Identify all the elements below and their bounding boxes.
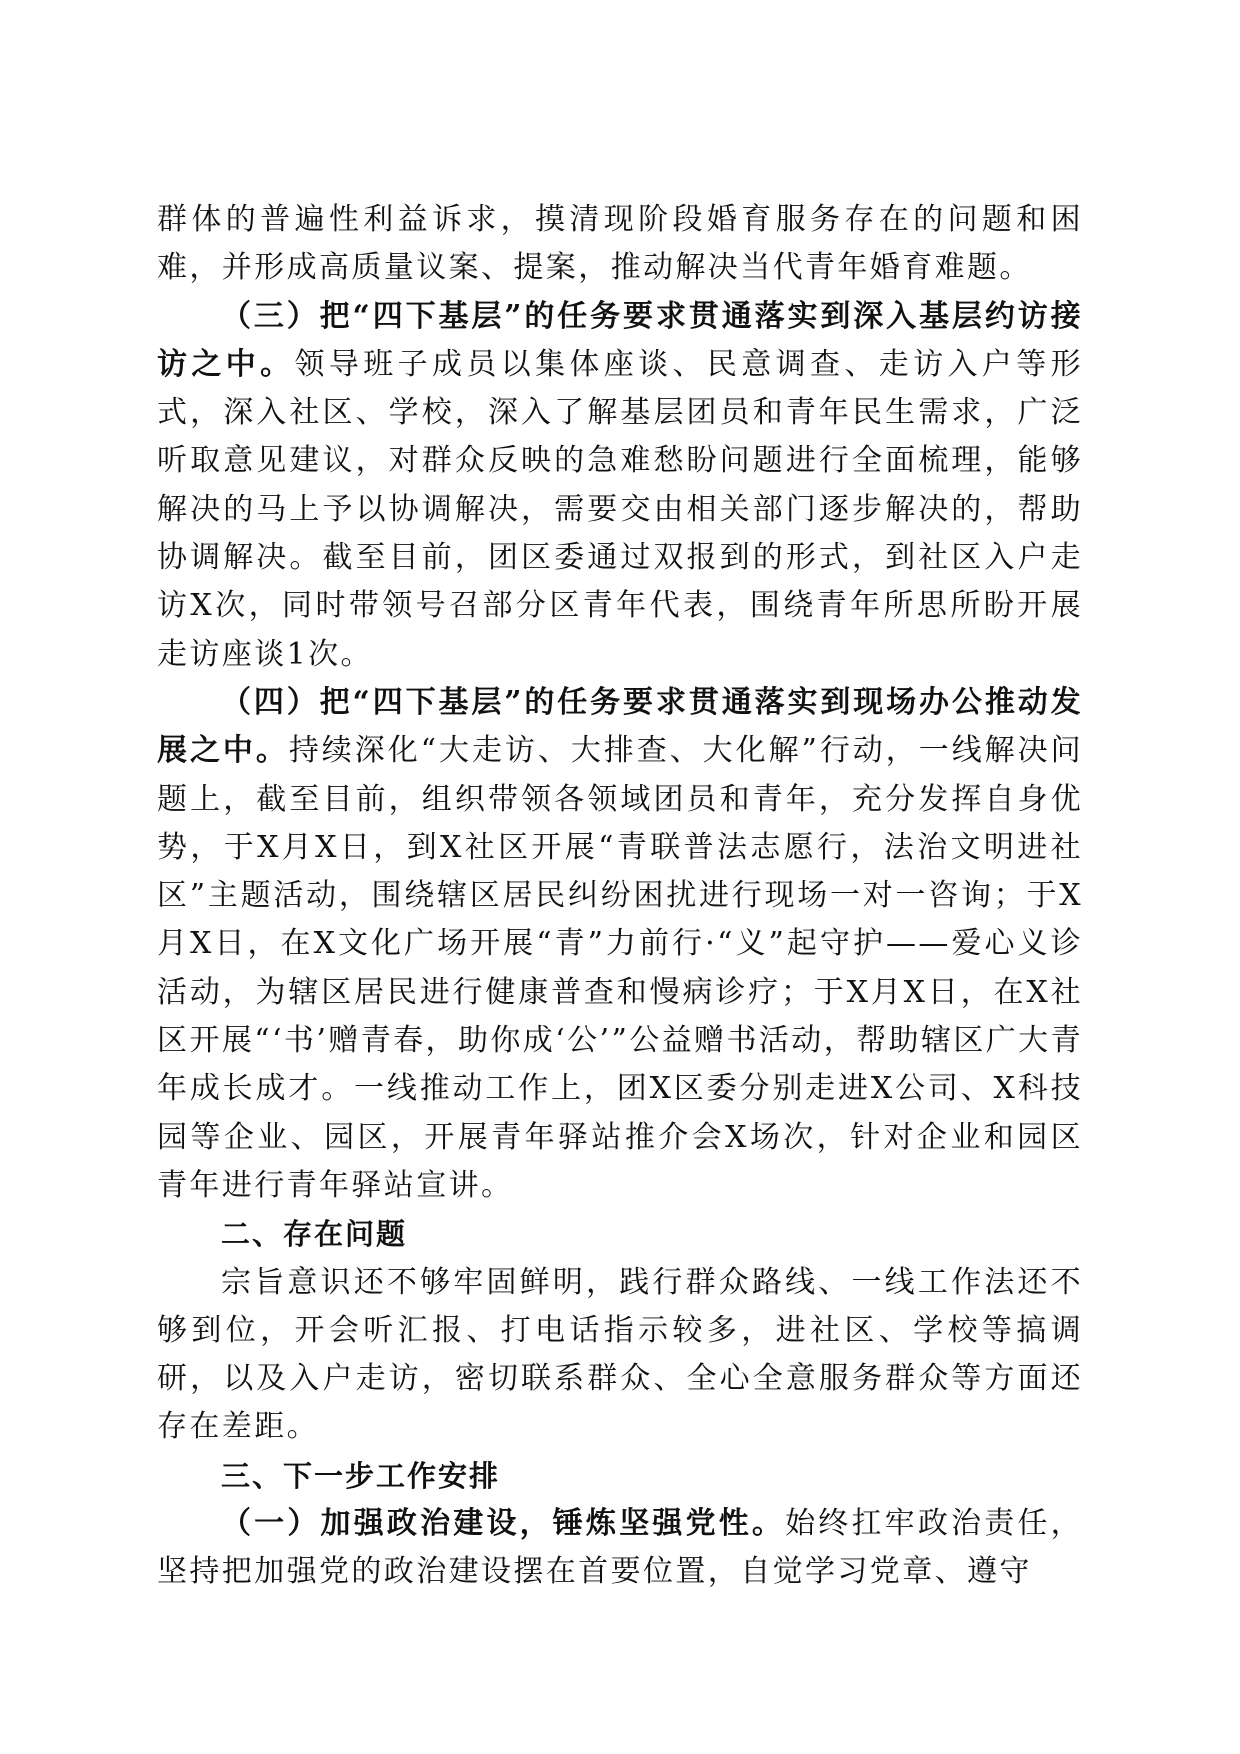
paragraph-text: 始终扛牢政治责任，坚持把加强党的政治建设摆在首要位置，自觉学习党章、遵守 bbox=[157, 1506, 1083, 1590]
paragraph-text: 群体的普遍性利益诉求，摸清现阶段婚育服务存在的问题和困难，并形成高质量议案、提案，推动解决当代青年婚育难题。 bbox=[157, 202, 1083, 286]
paragraph-section-4 bbox=[157, 679, 1083, 1210]
paragraph-section-3 bbox=[157, 293, 1083, 679]
paragraph-text: 领导班子成员以集体座谈、民意调查、走访入户等形式，深入社区、学校，深入了解基层团员和青年民生需求，广泛听取意见建议，对群众反映的急难愁盼问题进行全面梳理，能够解决的马上予以协调解决，需要交由相关部门逐步解决的，帮助协调解决。截至目前，团区委通过双报到的形式，到社区入户走访X次，同时带领号召部分区青年代表，围绕青年所思所盼开展走访座谈1次。 bbox=[157, 346, 1083, 672]
paragraph-next-step-1 bbox=[157, 1500, 1083, 1597]
paragraph-problems bbox=[157, 1259, 1083, 1452]
section-heading-problems: 二、存在问题 bbox=[221, 1217, 408, 1252]
paragraph-text: 宗旨意识还不够牢固鲜明，践行群众路线、一线工作法还不够到位，开会听汇报、打电话指示较多，进社区、学校等搞调研，以及入户走访，密切联系群众、全心全意服务群众等方面还存在差距。 bbox=[157, 1264, 1083, 1445]
document-body bbox=[157, 196, 1083, 1597]
paragraph-text: 持续深化“大走访、大排查、大化解”行动，一线解决问题上，截至目前，组织带领各领域团员和青年，充分发挥自身优势，于X月X日，到X社区开展“青联普法志愿行，法治文明进社区”主题活动，围绕辖区居民纠纷困扰进行现场一对一咨询；于X月X日，在X文化广场开展“青”力前行·“义”起守护——爱心义诊活动，为辖区居民进行健康普查和慢病诊疗；于X月X日，在X社区开展“‘书’赠青春，助你成‘公’”公益赠书活动，帮助辖区广大青年成长成才。一线推动工作上，团X区委分别走进X公司、X科技园等企业、园区，开展青年驿站推介会X场次，针对企业和园区青年进行青年驿站宣讲。 bbox=[157, 733, 1083, 1203]
section-heading-next-steps: 三、下一步工作安排 bbox=[221, 1458, 501, 1493]
paragraph-continued bbox=[157, 196, 1083, 293]
paragraph-lead: （四）把“四下基层”的任务要求贯通落实到现场办公推动发展之中。 bbox=[157, 684, 1083, 769]
paragraph-lead: （三）把“四下基层”的任务要求贯通落实到深入基层约访接访之中。 bbox=[157, 298, 1083, 382]
paragraph-lead: （一）加强政治建设，锤炼坚强党性。 bbox=[221, 1506, 786, 1542]
